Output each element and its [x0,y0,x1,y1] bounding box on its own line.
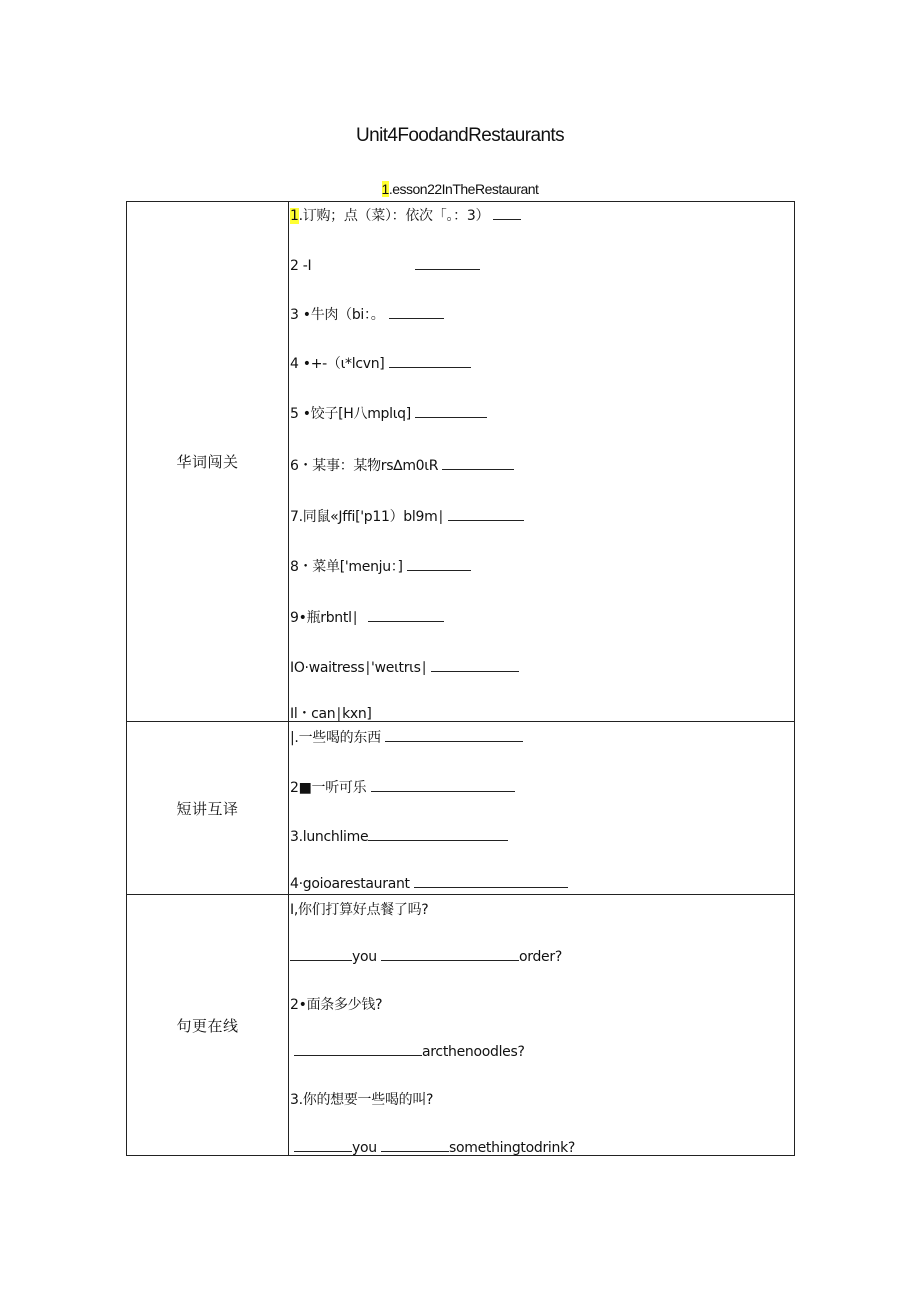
answer-blank[interactable] [493,207,521,220]
vocab-item-text: 9•瓶rbntl∣ [290,610,359,626]
vocab-item-text: Il・can∣kxn] [290,706,372,722]
vocab-item-text: .订购；点（菜）：依次「。：3） [298,208,490,224]
vocab-item-3 [290,306,444,324]
vocab-item-10 [290,659,519,677]
highlight-mark: 1 [381,181,389,197]
vocab-item-text: 3 •牛肉（bi：。 [290,307,385,323]
phrase-item-2 [290,779,515,797]
sentence-prompt-3 [290,1091,433,1109]
vocab-item-4 [290,355,471,373]
vocab-item-text: 7.同鼠«Jffi['p11）bl9m∣ [290,509,445,525]
sentence-answer-3 [290,1139,575,1157]
answer-blank[interactable] [442,457,514,470]
sentence-prompt-1 [290,901,428,919]
page-title: Unit4FoodandRestaurants [355,125,564,146]
section-phrases [127,722,794,895]
answer-blank[interactable] [448,508,524,521]
vocab-item-6 [290,457,514,475]
sentence-word: you [352,949,377,965]
vocab-item-11 [290,705,372,723]
section-sentences [127,895,794,1155]
vocab-item-text: 5 •饺子[H八mplιq] [290,406,411,422]
phrase-item-4 [290,875,568,893]
sentence-answer-2 [290,1043,525,1061]
vocab-item-text: 6・某事：某物rs∆m0ιR [290,458,439,474]
answer-blank[interactable] [389,355,471,368]
vocab-item-2 [290,257,480,275]
phrase-item-text: |.一些喝的东西 [290,730,381,746]
answer-blank[interactable] [414,875,568,888]
answer-blank[interactable] [431,659,519,672]
lesson-subtitle [0,181,920,197]
answer-blank[interactable] [294,1043,422,1056]
phrase-item-1 [290,729,523,747]
answer-blank[interactable] [415,405,487,418]
lesson-subtitle-text: .esson22InTheRestaurant [388,181,539,197]
vocab-item-7 [290,508,524,526]
section-label: 短讲互译 [127,722,289,894]
answer-blank[interactable] [368,828,508,841]
answer-blank[interactable] [407,558,471,571]
answer-blank[interactable] [294,1139,352,1152]
answer-blank[interactable] [381,948,519,961]
answer-blank[interactable] [385,729,523,742]
sentence-word: you [352,1140,377,1156]
sentence-word: order? [518,949,562,965]
section-vocabulary [127,202,794,722]
vocab-item-8 [290,558,471,576]
sentence-prompt-text: 2•面条多少钱? [290,997,383,1013]
vocab-item-9 [290,609,444,627]
sentence-word: arcthenoodles? [422,1044,525,1060]
answer-blank[interactable] [368,609,444,622]
sentence-prompt-text: 3.你的想要一些喝的叫? [290,1092,434,1108]
phrase-item-text: 3.lunchlime [290,829,369,845]
section-label: 句更在线 [127,895,289,1155]
sentence-prompt-text: I,你们打算好点餐了吗? [290,902,429,918]
sentence-word: somethingtodrink? [448,1140,576,1156]
vocab-item-text: 2 -I [290,258,312,274]
vocab-item-1 [290,207,521,225]
vocab-item-text: IO·waitress∣'weιtrιs∣ [290,660,428,676]
answer-blank[interactable] [290,948,352,961]
phrase-item-text: 2■一听可乐 [290,780,367,796]
answer-blank[interactable] [381,1139,449,1152]
vocab-item-5 [290,405,487,423]
sentence-prompt-2 [290,996,382,1014]
highlight-mark: 1 [290,208,299,224]
worksheet-table [126,201,795,1156]
answer-blank[interactable] [415,257,480,270]
vocab-item-text: 8・菜单['menju：] [290,559,403,575]
answer-blank[interactable] [371,779,515,792]
answer-blank[interactable] [389,306,444,319]
section-label: 华词闯关 [127,202,289,721]
phrase-item-text: 4·goioarestaurant [290,876,410,892]
vocab-item-text: 4 •+-（ι*lcvn] [290,356,385,372]
phrase-item-3 [290,828,508,846]
sentence-answer-1 [290,948,562,966]
